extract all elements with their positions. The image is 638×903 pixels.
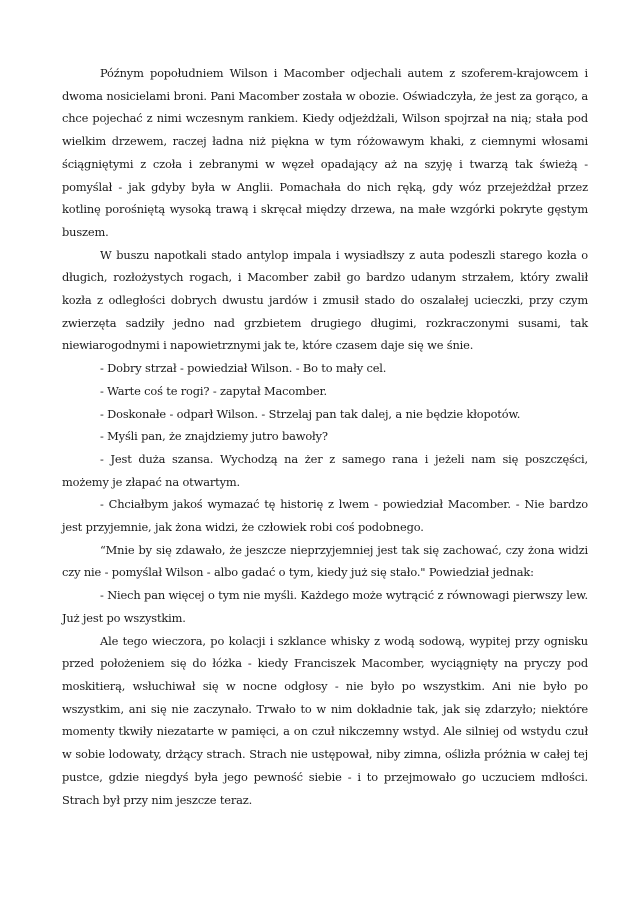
paragraph-2: W buszu napotkali stado antylop impala i wysiadłszy z auta podeszli starego kozła o długich, rozłożystych rogach, i Macomber zabił go bardzo udanym strzałem, który zwalił kozła z odległości dobrych dwustu jardów i zmusił stado do oszalałej ucieczki, przy czym zwierzęta sadziły jedno nad grzbietem drugiego długimi, rozkraczonymi susami, tak niewiarogodnymi i napowietrznymi jak te, które czasem daje się we śnie.: [62, 247, 588, 353]
paragraph-10: - Niech pan więcej o tym nie myśli. Każdego może wytrącić z równowagi pierwszy lew. Już jest po wszystkim.: [62, 588, 588, 625]
paragraph-5: - Doskonałe - odparł Wilson. - Strzelaj pan tak dalej, a nie będzie kłopotów.: [100, 406, 521, 421]
paragraph-4: - Warte coś te rogi? - zapytał Macomber.: [100, 383, 327, 398]
paragraph-8: - Chciałbym jakoś wymazać tę historię z lwem - powiedział Macomber. - Nie bardzo jest przyjemnie, jak żona widzi, że człowiek robi coś podobnego.: [62, 497, 588, 535]
paragraph-11: Ale tego wieczora, po kolacji i szklance whisky z wodą sodową, wypitej przy ognisku przed położeniem się do łóżka - kiedy Franciszek Macomber, wyciągnięty na pryczy pod moskitierą, wsłuchiwał się w nocne odgłosy - nie było po wszystkim. Ani nie było po wszystkim, ani się nie zaczynało. Trwało to w nim dokładnie tak, jak się zdarzyło; niektóre momenty tkwiły niezatarte w pamięci, a on czuł nikczemny wstyd. Ale silniej od wstydu czuł w sobie lodowaty, drżący strach. Strach nie ustępował, niby zimna, oślizła próżnia w całej tej pustce, gdzie niegdyś była jego pewność siebie - i to przejmowało go uczuciem mdłości. Strach był przy nim jeszcze teraz.: [62, 633, 588, 807]
paragraph-1: Późnym popołudniem Wilson i Macomber odjechali autem z szoferem-krajowcem i dwoma nosicielami broni. Pani Macomber została w obozie. Oświadczyła, że jest za gorąco, a chce pojechać z nimi wczesnym rankiem. Kiedy odjeżdżali, Wilson spojrzał na nią; stała pod wielkim drzewem, raczej ładna niż piękna w tym różowawym khaki, z ciemnymi włosami ściągniętymi z czoła i zebranymi w węzeł opadający aż na szyję i twarzą tak świeżą - pomyślał - jak gdyby była w Anglii. Pomachała do nich ręką, gdy wóz przejeżdżał przez kotlinę porośniętą wysoką trawą i skręcał między drzewa, na małe wzgórki pokryte gęstym buszem.: [62, 66, 588, 239]
paragraph-9: “Mnie by się zdawało, że jeszcze nieprzyjemniej jest tak się zachować, czy żona widzi czy nie - pomyślał Wilson - albo gadać o tym, kiedy już się stało." Powiedział jednak:: [62, 542, 588, 580]
paragraph-3: - Dobry strzał - powiedział Wilson. - Bo to mały cel.: [100, 361, 387, 376]
document-page: [62, 62, 588, 811]
paragraph-6: - Myśli pan, że znajdziemy jutro bawoły?: [100, 429, 328, 444]
paragraph-7: - Jest duża szansa. Wychodzą na żer z samego rana i jeżeli nam się poszczęści, możemy je złapać na otwartym.: [62, 451, 588, 489]
